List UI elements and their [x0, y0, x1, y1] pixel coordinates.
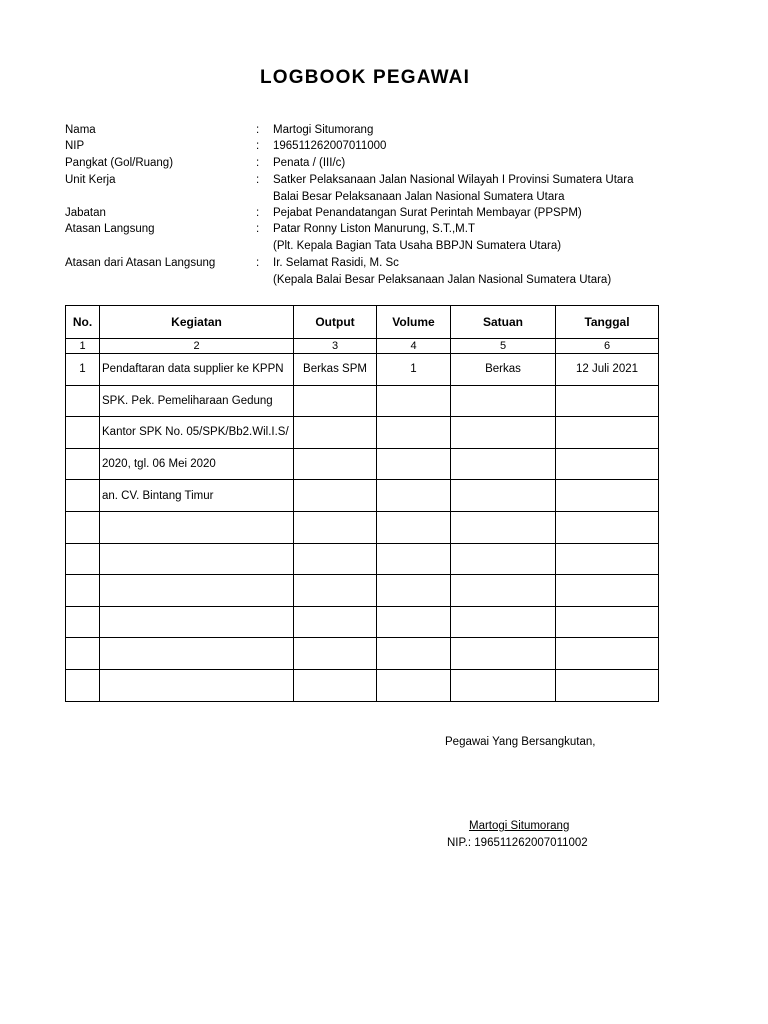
table-row: [66, 638, 659, 670]
cell-satuan: [451, 448, 556, 480]
atasan-value: Patar Ronny Liston Manurung, S.T.,M.T: [273, 223, 475, 235]
column-number: 3: [294, 339, 377, 354]
cell-satuan: Berkas: [451, 354, 556, 386]
cell-tanggal: [556, 511, 659, 543]
signature-nip: NIP.: 196511262007011002: [447, 837, 588, 849]
colon: :: [256, 140, 260, 152]
table-row: [66, 448, 659, 480]
atasan-atasan-label: Atasan dari Atasan Langsung: [65, 257, 216, 269]
cell-satuan: [451, 638, 556, 670]
logbook-table: [65, 305, 659, 702]
cell-volume: [377, 606, 451, 638]
cell-output: Berkas SPM: [294, 354, 377, 386]
cell-output: [294, 385, 377, 417]
cell-no: [66, 669, 100, 701]
cell-kegiatan: [100, 669, 294, 701]
atasan-label: Atasan Langsung: [65, 223, 155, 235]
cell-no: [66, 575, 100, 607]
cell-volume: [377, 480, 451, 512]
cell-no: [66, 385, 100, 417]
cell-no: 1: [66, 354, 100, 386]
cell-output: [294, 448, 377, 480]
cell-satuan: [451, 575, 556, 607]
cell-volume: [377, 385, 451, 417]
table-row: [66, 543, 659, 575]
cell-no: [66, 448, 100, 480]
cell-kegiatan: [100, 638, 294, 670]
table-row: [66, 511, 659, 543]
cell-satuan: [451, 385, 556, 417]
nama-label: Nama: [65, 124, 96, 136]
header-volume: Volume: [377, 306, 451, 339]
cell-output: [294, 511, 377, 543]
cell-satuan: [451, 511, 556, 543]
cell-tanggal: [556, 606, 659, 638]
cell-satuan: [451, 417, 556, 449]
table-row: [66, 385, 659, 417]
cell-volume: [377, 511, 451, 543]
colon: :: [256, 207, 260, 219]
cell-no: [66, 543, 100, 575]
column-number: 4: [377, 339, 451, 354]
cell-volume: 1: [377, 354, 451, 386]
table-row: [66, 575, 659, 607]
cell-no: [66, 606, 100, 638]
cell-kegiatan: an. CV. Bintang Timur: [100, 480, 294, 512]
header-kegiatan: Kegiatan: [100, 306, 294, 339]
jabatan-label: Jabatan: [65, 207, 106, 219]
unit-kerja-value: Satker Pelaksanaan Jalan Nasional Wilayah I Provinsi Sumatera Utara: [273, 174, 634, 186]
nip-value: 196511262007011000: [273, 140, 387, 152]
cell-volume: [377, 543, 451, 575]
nip-label: NIP: [65, 140, 85, 152]
cell-tanggal: [556, 638, 659, 670]
cell-output: [294, 417, 377, 449]
cell-satuan: [451, 480, 556, 512]
cell-kegiatan: [100, 543, 294, 575]
header-satuan: Satuan: [451, 306, 556, 339]
cell-satuan: [451, 543, 556, 575]
cell-output: [294, 606, 377, 638]
colon: :: [256, 124, 260, 136]
atasan-atasan-value: Ir. Selamat Rasidi, M. Sc: [273, 257, 399, 269]
table-row: [66, 606, 659, 638]
cell-kegiatan: [100, 511, 294, 543]
cell-satuan: [451, 669, 556, 701]
column-number-row: [66, 339, 659, 354]
cell-volume: [377, 638, 451, 670]
header-output: Output: [294, 306, 377, 339]
cell-no: [66, 638, 100, 670]
signature-caption: Pegawai Yang Bersangkutan,: [445, 736, 596, 748]
cell-volume: [377, 417, 451, 449]
atasan-value-2: (Plt. Kepala Bagian Tata Usaha BBPJN Sumatera Utara): [273, 240, 562, 252]
cell-output: [294, 543, 377, 575]
pangkat-label: Pangkat (Gol/Ruang): [65, 157, 174, 169]
table-row: [66, 480, 659, 512]
table-row: [66, 417, 659, 449]
nama-value: Martogi Situmorang: [273, 124, 374, 136]
cell-no: [66, 417, 100, 449]
signature-name: Martogi Situmorang: [469, 820, 570, 832]
unit-kerja-label: Unit Kerja: [65, 174, 116, 186]
table-row: [66, 354, 659, 386]
cell-kegiatan: Pendaftaran data supplier ke KPPN: [100, 354, 294, 386]
cell-no: [66, 511, 100, 543]
document-title: LOGBOOK PEGAWAI: [259, 67, 471, 88]
column-number: 2: [100, 339, 294, 354]
colon: :: [256, 174, 260, 186]
cell-output: [294, 480, 377, 512]
cell-kegiatan: 2020, tgl. 06 Mei 2020: [100, 448, 294, 480]
cell-kegiatan: SPK. Pek. Pemeliharaan Gedung: [100, 385, 294, 417]
cell-kegiatan: [100, 575, 294, 607]
header-no: No.: [66, 306, 100, 339]
cell-volume: [377, 575, 451, 607]
cell-tanggal: [556, 417, 659, 449]
colon: :: [256, 223, 260, 235]
cell-kegiatan: [100, 606, 294, 638]
atasan-atasan-value-2: (Kepala Balai Besar Pelaksanaan Jalan Nasional Sumatera Utara): [273, 274, 612, 286]
jabatan-value: Pejabat Penandatangan Surat Perintah Membayar (PPSPM): [273, 207, 582, 219]
table-header-row: [66, 306, 659, 339]
cell-no: [66, 480, 100, 512]
column-number: 6: [556, 339, 659, 354]
column-number: 5: [451, 339, 556, 354]
cell-kegiatan: Kantor SPK No. 05/SPK/Bb2.Wil.I.S/: [100, 417, 294, 449]
unit-kerja-value-2: Balai Besar Pelaksanaan Jalan Nasional Sumatera Utara: [273, 191, 565, 203]
colon: :: [256, 157, 260, 169]
cell-tanggal: [556, 448, 659, 480]
table-row: [66, 669, 659, 701]
cell-volume: [377, 669, 451, 701]
cell-tanggal: [556, 575, 659, 607]
column-number: 1: [66, 339, 100, 354]
cell-tanggal: [556, 669, 659, 701]
pangkat-value: Penata / (III/c): [273, 157, 346, 169]
header-tanggal: Tanggal: [556, 306, 659, 339]
cell-tanggal: [556, 543, 659, 575]
cell-tanggal: 12 Juli 2021: [556, 354, 659, 386]
cell-tanggal: [556, 385, 659, 417]
cell-output: [294, 638, 377, 670]
colon: :: [256, 257, 260, 269]
cell-satuan: [451, 606, 556, 638]
cell-volume: [377, 448, 451, 480]
cell-output: [294, 669, 377, 701]
cell-output: [294, 575, 377, 607]
cell-tanggal: [556, 480, 659, 512]
